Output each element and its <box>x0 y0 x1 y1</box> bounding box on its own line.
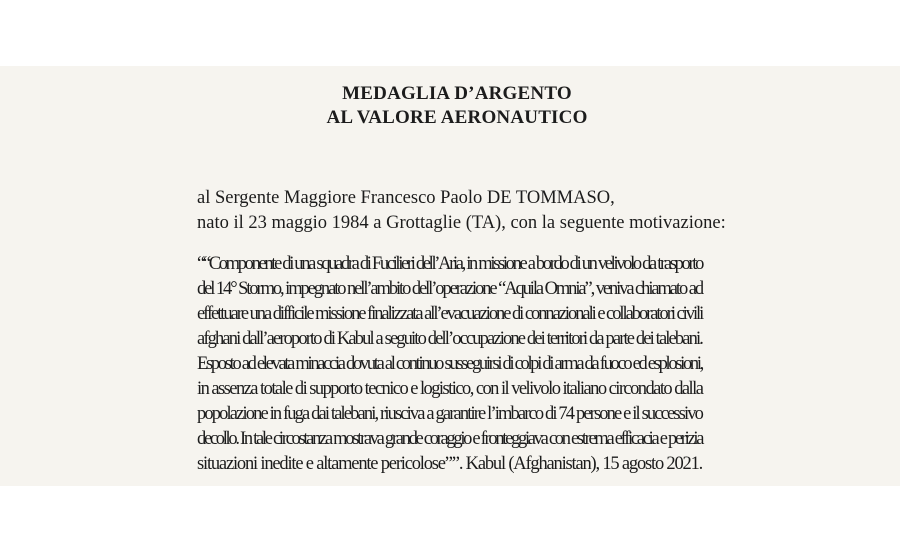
motivation-line-8: decollo. In tale circostanza mostrava grande coraggio e fronteggiava con estrema efficacia e perizia <box>197 429 703 449</box>
recipient-line-1: al Sergente Maggiore Francesco Paolo DE TOMMASO, <box>197 188 615 208</box>
document-title <box>197 82 717 130</box>
motivation-line-1: ““Componente di una squadra di Fucilieri dell’Aria, in missione a bordo di un velivolo da trasporto <box>197 254 702 274</box>
motivation-line-4: afghani dall’aeroporto di Kabul a seguito dell’occupazione dei territori da parte dei talebani. <box>197 329 702 349</box>
recipient-line-2: nato il 23 maggio 1984 a Grottaglie (TA), con la seguente motivazione: <box>197 213 726 233</box>
motivation-line-2: del 14° Stormo, impegnato nell’ambito dell’operazione “Aquila Omnia”, veniva chiamato ad <box>197 279 702 299</box>
motivation-paragraph <box>197 252 702 477</box>
motivation-line-5: Esposto ad elevata minaccia dovuta al continuo susseguirsi di colpi di arma da fuoco ed esplosioni, <box>197 354 702 374</box>
motivation-line-3: effettuare una difficile missione finalizzata all’evacuazione di connazionali e collaboratori civili <box>197 304 703 324</box>
document-header <box>197 82 717 130</box>
motivation-line-6: in assenza totale di supporto tecnico e logistico, con il velivolo italiano circondato dalla <box>197 379 703 399</box>
motivation-line-9: situazioni inedite e altamente pericolose””. Kabul (Afghanistan), 15 agosto 2021. <box>197 454 703 474</box>
title-line-1: MEDAGLIA D’ARGENTO <box>342 83 572 104</box>
recipient-block <box>197 186 726 236</box>
title-line-2: AL VALORE AERONAUTICO <box>326 107 588 128</box>
motivation-line-7: popolazione in fuga dai talebani, riusciva a garantire l’imbarco di 74 persone e il successivo <box>197 404 702 424</box>
